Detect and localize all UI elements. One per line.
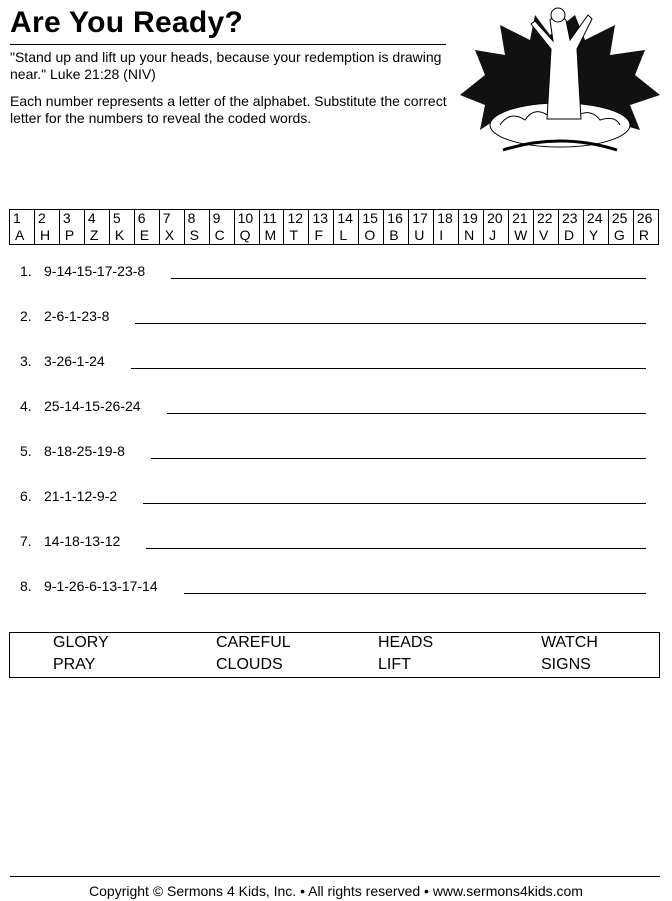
- cipher-number: 2: [37, 210, 46, 226]
- cipher-cell: [59, 210, 84, 245]
- cipher-letter: B: [389, 227, 399, 243]
- cipher-cell: [409, 210, 434, 245]
- cipher-cell: [10, 210, 35, 245]
- word-bank-item: CLOUDS: [216, 656, 283, 673]
- word-bank-item: SIGNS: [541, 656, 591, 673]
- cipher-number: 21: [512, 210, 528, 226]
- cipher-letter: J: [489, 227, 497, 243]
- cipher-number: 22: [537, 210, 553, 226]
- cipher-cell: [34, 210, 59, 245]
- cipher-cell: [234, 210, 259, 245]
- cipher-number: 12: [287, 210, 304, 226]
- instructions: Each number represents a letter of the alphabet. Substitute the correct letter for the numbers to reveal the coded words.: [10, 93, 447, 126]
- cipher-letter: O: [364, 227, 376, 243]
- cipher-cell: [259, 210, 284, 245]
- question-code: 2-6-1-23-8: [44, 308, 110, 324]
- question-code: 3-26-1-24: [44, 353, 105, 369]
- answer-line[interactable]: [131, 354, 646, 369]
- cipher-cell: [534, 210, 559, 245]
- word-bank-item: WATCH: [541, 634, 598, 651]
- cipher-letter: S: [189, 227, 200, 243]
- cipher-number: 18: [437, 210, 453, 226]
- cipher-letter: F: [314, 227, 323, 243]
- cipher-cell: [209, 210, 234, 245]
- question-number: 1.: [20, 263, 32, 279]
- cipher-letter: E: [139, 227, 150, 243]
- question-code: 9-1-26-6-13-17-14: [44, 578, 158, 594]
- question-number: 6.: [20, 488, 32, 504]
- cipher-cell: [608, 210, 633, 245]
- answer-line[interactable]: [167, 399, 646, 414]
- jesus-ascension-illustration: [455, 0, 665, 170]
- cipher-cell: [509, 210, 534, 245]
- cipher-cell: [583, 210, 608, 245]
- cipher-number: 11: [262, 210, 278, 226]
- cipher-letter: R: [638, 227, 649, 243]
- cipher-number: 5: [112, 210, 121, 226]
- cipher-number: 7: [162, 210, 171, 226]
- answer-line[interactable]: [184, 579, 646, 594]
- cipher-letter: N: [464, 227, 475, 243]
- footer-copyright: Copyright © Sermons 4 Kids, Inc. • All rights reserved • www.sermons4kids.com: [89, 883, 583, 899]
- cipher-number: 20: [487, 210, 503, 226]
- cipher-cell: [558, 210, 583, 245]
- puzzle-question: [20, 578, 646, 594]
- cipher-number: 26: [636, 210, 653, 226]
- question-code: 21-1-12-9-2: [44, 488, 118, 504]
- cipher-letter: K: [114, 227, 125, 243]
- cipher-letter: Q: [239, 227, 251, 243]
- cipher-cell: [309, 210, 334, 245]
- cipher-cell: [633, 210, 658, 245]
- cipher-cell: [334, 210, 359, 245]
- cipher-letter: G: [613, 227, 625, 243]
- question-code: 25-14-15-26-24: [44, 398, 141, 414]
- answer-line[interactable]: [146, 534, 646, 549]
- cipher-letter: D: [563, 227, 575, 243]
- puzzle-question: [20, 488, 646, 504]
- answer-line[interactable]: [143, 489, 646, 504]
- puzzle-question: [20, 443, 646, 459]
- cipher-letter: T: [289, 227, 299, 243]
- cipher-number: 6: [137, 210, 146, 226]
- cipher-number: 10: [237, 210, 254, 226]
- puzzle-question: [20, 263, 646, 279]
- question-number: 2.: [20, 308, 32, 324]
- cipher-letter: M: [264, 227, 277, 243]
- cipher-number: 25: [611, 210, 628, 226]
- cipher-cell: [159, 210, 184, 245]
- word-bank-item: LIFT: [378, 656, 411, 673]
- cipher-letter: Z: [89, 227, 99, 243]
- cipher-cell: [109, 210, 134, 245]
- cipher-number: 1: [13, 210, 21, 226]
- cipher-letter: P: [64, 227, 75, 243]
- puzzle-question: [20, 308, 646, 324]
- cipher-number: 17: [412, 210, 428, 226]
- cipher-number: 8: [187, 210, 196, 226]
- cipher-letter: U: [414, 227, 425, 243]
- word-bank-item: PRAY: [53, 656, 96, 673]
- cipher-number: 16: [387, 210, 403, 226]
- cipher-cell: [434, 210, 459, 245]
- cipher-letter: L: [339, 227, 348, 243]
- cipher-number: 24: [586, 210, 603, 226]
- title-divider: [10, 44, 446, 45]
- cipher-cell: [284, 210, 309, 245]
- answer-line[interactable]: [135, 309, 646, 324]
- cipher-letter: V: [539, 227, 549, 243]
- cipher-letter: A: [15, 227, 25, 243]
- question-number: 4.: [20, 398, 32, 414]
- word-bank: [9, 632, 660, 678]
- question-code: 8-18-25-19-8: [44, 443, 125, 459]
- bible-verse: "Stand up and lift up your heads, because your redemption is drawing near." Luke 21:28 (NIV): [10, 49, 442, 82]
- cipher-cell: [184, 210, 209, 245]
- puzzle-question: [20, 398, 646, 414]
- cipher-letter: I: [439, 227, 444, 243]
- cipher-key-table: [9, 209, 659, 245]
- cipher-cell: [359, 210, 384, 245]
- cipher-number: 14: [337, 210, 353, 226]
- question-number: 7.: [20, 533, 32, 549]
- answer-line[interactable]: [171, 264, 646, 279]
- cipher-letter: H: [39, 227, 51, 243]
- question-number: 3.: [20, 353, 32, 369]
- question-number: 5.: [20, 443, 32, 459]
- footer-divider: [10, 876, 660, 877]
- answer-line[interactable]: [151, 444, 646, 459]
- cipher-cell: [384, 210, 409, 245]
- word-bank-item: GLORY: [53, 634, 109, 651]
- cipher-cell: [134, 210, 159, 245]
- puzzle-question: [20, 533, 646, 549]
- cipher-letter: W: [514, 227, 528, 243]
- cipher-number: 4: [87, 210, 96, 226]
- cipher-number: 9: [212, 210, 221, 226]
- word-bank-item: HEADS: [378, 634, 434, 651]
- question-code: 9-14-15-17-23-8: [44, 263, 146, 279]
- cipher-letter: X: [164, 227, 175, 243]
- cipher-cell: [484, 210, 509, 245]
- cipher-number: 23: [561, 210, 578, 226]
- word-bank-item: CAREFUL: [216, 634, 291, 651]
- cipher-cell: [459, 210, 484, 245]
- cipher-number: 3: [62, 210, 71, 226]
- cipher-cell: [84, 210, 109, 245]
- question-number: 8.: [20, 578, 32, 594]
- cipher-letter: C: [214, 227, 225, 243]
- question-code: 14-18-13-12: [44, 533, 121, 549]
- puzzle-question: [20, 353, 646, 369]
- cipher-number: 13: [312, 210, 329, 226]
- cipher-number: 19: [462, 210, 478, 226]
- cipher-letter: Y: [588, 227, 599, 243]
- cipher-number: 15: [362, 210, 378, 226]
- page-title: Are You Ready?: [10, 6, 244, 39]
